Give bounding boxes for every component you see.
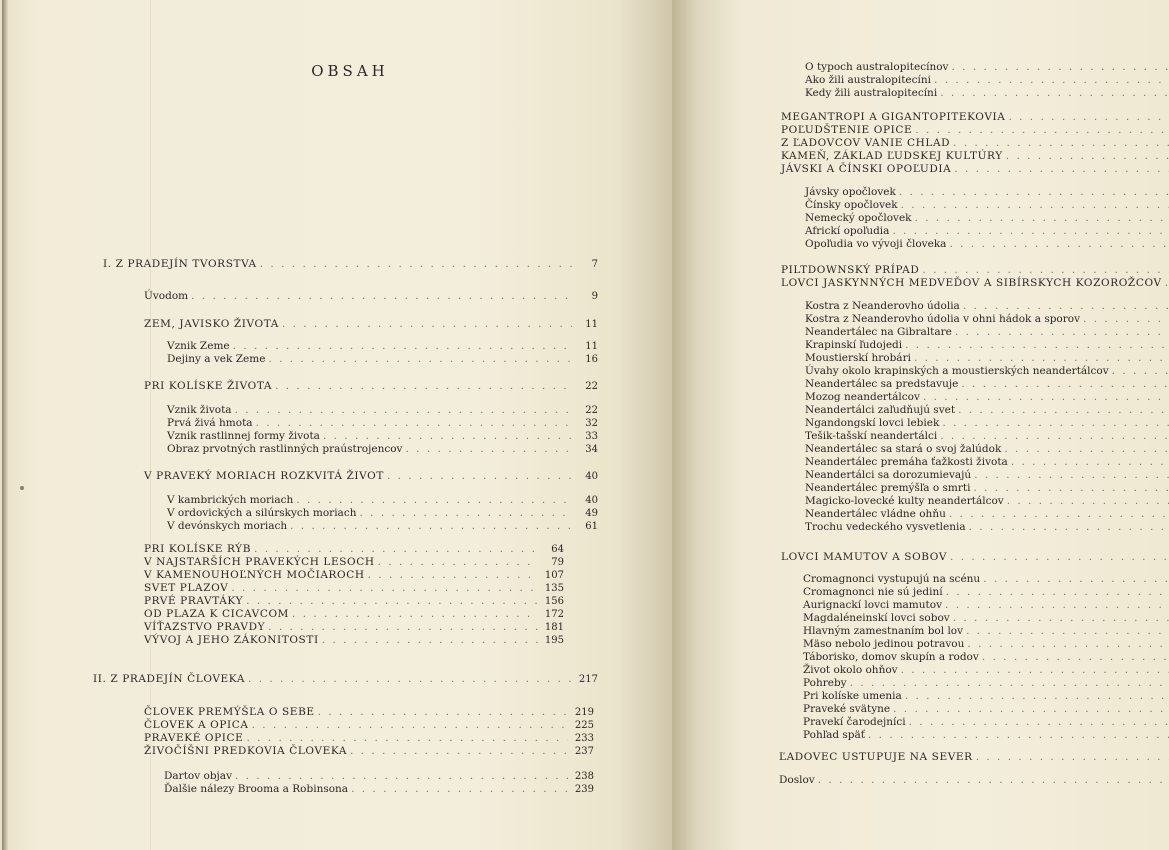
toc-entry [144, 318, 598, 331]
toc-entry-label: Pohreby [803, 677, 847, 689]
toc-leader-dots [940, 87, 1169, 100]
toc-entry-label: Magdaléneinskí lovci sobov [803, 612, 950, 624]
toc-leader-dots [359, 507, 572, 520]
toc-entry-label: LOVCI JASKYNNÝCH MEDVEĎOV A SIBÍRSKYCH KOZOROŽCOV [781, 277, 1162, 289]
toc-entry [93, 673, 598, 686]
toc-entry-page: 181 [544, 622, 564, 633]
toc-entry-label: Neandertálec vládne ohňu [805, 508, 946, 520]
toc-entry-page: 107 [544, 570, 564, 581]
toc-leader-dots [1165, 277, 1169, 290]
toc-entry [167, 494, 598, 507]
right-page [672, 0, 1169, 850]
toc-entry-label: PRAVEKÉ OPICE [144, 732, 244, 744]
toc-entry-page: 11 [585, 319, 598, 330]
toc-leader-dots [231, 582, 538, 595]
toc-entry-label: Obraz prvotných rastlinných praústrojencov [167, 443, 403, 455]
toc-entry [803, 573, 1169, 586]
toc-entry-label: V NAJSTARŠÍCH PRAVEKÝCH LESOCH [144, 556, 375, 568]
toc-entry [167, 417, 598, 430]
toc-leader-dots [958, 404, 1169, 417]
toc-entry-page: 61 [585, 521, 598, 532]
toc-leader-dots [923, 391, 1169, 404]
toc-leader-dots [818, 774, 1169, 787]
toc-entry [805, 313, 1169, 326]
toc-leader-dots [893, 703, 1169, 716]
toc-entry [805, 352, 1169, 365]
toc-entry-label: Čínsky opočlovek [805, 199, 898, 211]
toc-entry-label: Život okolo ohňov [803, 664, 898, 676]
toc-entry [144, 621, 564, 634]
toc-entry-label: Mozog neandertálcov [805, 391, 920, 403]
toc-entry [779, 774, 1169, 787]
toc-entry-label: VÍŤAZSTVO PRAVDY [144, 621, 266, 633]
toc-entry-label: Kostra z Neanderovho údolia v ohni hádok a sporov [805, 313, 1081, 325]
toc-entry-label: Magicko-lovecké kulty neandertálcov [805, 495, 1004, 507]
toc-entry-label: ĽADOVEC USTUPUJE NA SEVER [779, 751, 973, 763]
toc-leader-dots [909, 716, 1169, 729]
toc-leader-dots [296, 494, 572, 507]
toc-entry [805, 326, 1169, 339]
toc-entry-label: V devónskych moriach [167, 520, 288, 532]
toc-entry [167, 404, 598, 417]
toc-entry [167, 430, 598, 443]
toc-entry-page: 16 [585, 354, 598, 365]
toc-entry-label: OD PLAZA K CICAVCOM [144, 608, 290, 620]
toc-entry [144, 732, 594, 745]
toc-entry-page: 40 [585, 495, 598, 506]
toc-entry-page: 135 [544, 583, 564, 594]
toc-entry [144, 608, 564, 621]
toc-entry-label: Kedy žili australopitecíni [805, 87, 938, 99]
toc-entry-label: ČLOVEK A OPICA [144, 719, 249, 731]
toc-entry [144, 706, 594, 719]
toc-leader-dots [954, 163, 1169, 176]
toc-leader-dots [368, 569, 538, 582]
toc-entry [803, 664, 1169, 677]
toc-entry-label: Neandertálec sa stará o svoj žalúdok [805, 443, 1002, 455]
toc-entry-label: V KAMENOUHOĽNÝCH MOČIAROCH [144, 569, 365, 581]
toc-entry [803, 612, 1169, 625]
toc-entry [805, 469, 1169, 482]
toc-entry [803, 599, 1169, 612]
toc-entry [803, 677, 1169, 690]
toc-entry-page: 40 [585, 471, 598, 482]
toc-entry [805, 300, 1169, 313]
toc-entry-label: Vznik Zeme [167, 340, 230, 352]
toc-entry [803, 690, 1169, 703]
toc-entry-page: 156 [544, 596, 564, 607]
toc-leader-dots [254, 543, 538, 556]
toc-entry-page: 238 [574, 771, 594, 782]
toc-leader-dots [942, 417, 1169, 430]
toc-entry-label: Ďalšie nálezy Brooma a Robinsona [164, 783, 349, 795]
toc-entry [144, 470, 598, 483]
toc-entry [781, 264, 1169, 277]
toc-entry-label: Doslov [779, 774, 815, 786]
toc-leader-dots [966, 625, 1169, 638]
toc-leader-dots [905, 339, 1169, 352]
toc-entry-label: Vznik rastlinnej formy života [167, 430, 320, 442]
toc-entry-label: Pohľad späť [803, 729, 865, 741]
toc-leader-dots [1006, 150, 1169, 163]
toc-leader-dots [378, 556, 538, 569]
toc-entry [144, 719, 594, 732]
toc-entry [103, 258, 598, 271]
toc-entry-label: Hlavným zamestnaním bol lov [803, 625, 964, 637]
toc-leader-dots [1007, 495, 1169, 508]
toc-leader-dots [901, 664, 1169, 677]
toc-entry-label: PRVÉ PRAVTÁKY [144, 595, 244, 607]
page-title: OBSAH [311, 62, 389, 80]
toc-leader-dots [982, 651, 1169, 664]
toc-entry [779, 751, 1169, 764]
toc-entry-label: ZEM, JAVISKO ŽIVOTA [144, 318, 279, 330]
toc-leader-dots [322, 634, 538, 647]
toc-entry-label: Trochu vedeckého vysvetlenia [805, 521, 966, 533]
toc-entry-label: Opoľudia vo vývoji človeka [805, 238, 947, 250]
toc-entry-label: Pri kolíske umenia [803, 690, 902, 702]
toc-entry-label: PILTDOWNSKÝ PRÍPAD [781, 264, 920, 276]
toc-leader-dots [949, 508, 1169, 521]
toc-leader-dots [983, 573, 1169, 586]
toc-entry-label: V kambrických moriach [167, 494, 294, 506]
toc-entry [803, 638, 1169, 651]
toc-entry-label: Pravekí čarodejníci [803, 716, 906, 728]
toc-entry-label: Moustierskí hrobári [805, 352, 911, 364]
toc-leader-dots [945, 599, 1169, 612]
toc-leader-dots [268, 621, 538, 634]
toc-entry-page: 239 [574, 784, 594, 795]
toc-entry [805, 225, 1169, 238]
toc-entry [805, 521, 1169, 534]
margin-mark [20, 486, 24, 490]
toc-leader-dots [946, 586, 1169, 599]
toc-leader-dots [963, 300, 1169, 313]
toc-leader-dots [252, 719, 568, 732]
toc-entry-label: Nemecký opočlovek [805, 212, 912, 224]
toc-leader-dots [233, 340, 572, 353]
toc-entry-label: Praveké svätyne [803, 703, 891, 715]
toc-entry [144, 556, 564, 569]
toc-entry-label: Ako žili australopitecíni [805, 74, 932, 86]
toc-leader-dots [899, 186, 1169, 199]
toc-entry-page: 219 [574, 707, 594, 718]
toc-entry-page: 237 [574, 746, 594, 757]
toc-entry-label: O typoch australopitecínov [805, 61, 949, 73]
toc-leader-dots [235, 770, 568, 783]
toc-entry-label: Tešik-tašskí neandertálci [805, 430, 938, 442]
toc-entry [803, 703, 1169, 716]
toc-entry-page: 233 [574, 733, 594, 744]
toc-leader-dots [892, 225, 1169, 238]
toc-entry-page: 9 [591, 291, 598, 302]
toc-leader-dots [1083, 313, 1169, 326]
toc-leader-dots [974, 469, 1169, 482]
toc-entry [144, 380, 598, 393]
toc-entry-page: 217 [578, 674, 598, 685]
toc-leader-dots [282, 318, 572, 331]
toc-leader-dots [949, 238, 1169, 251]
toc-leader-dots [350, 745, 568, 758]
toc-entry [781, 150, 1169, 163]
toc-entry [805, 74, 1169, 87]
toc-entry-page: 64 [551, 544, 564, 555]
toc-leader-dots [246, 732, 568, 745]
toc-entry [781, 163, 1169, 176]
toc-leader-dots [922, 264, 1169, 277]
toc-entry-label: VÝVOJ A JEHO ZÁKONITOSTI [144, 634, 319, 646]
toc-entry-page: 49 [585, 508, 598, 519]
toc-entry [781, 551, 1169, 564]
toc-entry [805, 212, 1169, 225]
toc-leader-dots [955, 326, 1169, 339]
toc-entry-label: Úvahy okolo krapinských a moustierských neandertálcov [805, 365, 1109, 377]
toc-leader-dots [406, 443, 573, 456]
toc-leader-dots [351, 783, 568, 796]
toc-leader-dots [976, 751, 1169, 764]
toc-entry [805, 508, 1169, 521]
toc-leader-dots [940, 430, 1169, 443]
toc-entry [144, 634, 564, 647]
toc-entry [805, 199, 1169, 212]
toc-entry-label: POĽUDŠTENIE OPICE [781, 124, 913, 136]
toc-leader-dots [292, 608, 538, 621]
toc-leader-dots [953, 612, 1169, 625]
toc-entry-label: Neandertálec premýšľa o smrti [805, 482, 971, 494]
toc-entry-label: Neandertálci zaľudňujú svet [805, 404, 956, 416]
toc-entry [805, 495, 1169, 508]
toc-entry-label: JÁVSKI A ČÍNSKI OPOĽUDIA [781, 163, 952, 175]
toc-entry [781, 137, 1169, 150]
toc-entry-page: 225 [574, 720, 594, 731]
toc-leader-dots [323, 430, 572, 443]
toc-leader-dots [914, 352, 1169, 365]
toc-leader-dots [901, 199, 1169, 212]
toc-entry-label: ŽIVOČÍŠNI PREDKOVIA ČLOVEKA [144, 745, 348, 757]
toc-entry [144, 543, 564, 556]
toc-entry-label: Prvá živá hmota [167, 417, 253, 429]
toc-leader-dots [275, 380, 572, 393]
toc-entry [805, 87, 1169, 100]
toc-entry [167, 353, 598, 366]
toc-entry [781, 124, 1169, 137]
toc-entry-label: V ordovických a silúrskych moriach [167, 507, 357, 519]
toc-entry [805, 238, 1169, 251]
toc-entry-label: Neandertálci sa dorozumievajú [805, 469, 972, 481]
toc-leader-dots [915, 212, 1169, 225]
toc-entry [805, 378, 1169, 391]
toc-leader-dots [868, 729, 1169, 742]
toc-entry-page: 195 [544, 635, 564, 646]
toc-leader-dots [268, 353, 572, 366]
toc-entry [805, 430, 1169, 443]
toc-entry [803, 651, 1169, 664]
toc-entry [805, 339, 1169, 352]
toc-leader-dots [246, 595, 538, 608]
toc-entry [803, 586, 1169, 599]
toc-entry [805, 61, 1169, 74]
toc-entry [167, 520, 598, 533]
toc-entry-label: Ngandongskí lovci lebiek [805, 417, 940, 429]
toc-leader-dots [248, 673, 572, 686]
toc-entry [805, 482, 1169, 495]
toc-entry [805, 391, 1169, 404]
toc-entry [803, 729, 1169, 742]
toc-entry [805, 365, 1169, 378]
toc-leader-dots [318, 706, 568, 719]
toc-entry-label: Aurignackí lovci mamutov [803, 599, 943, 611]
toc-leader-dots [969, 521, 1169, 534]
toc-leader-dots [953, 137, 1169, 150]
toc-entry-label: Neandertálec premáha ťažkosti života [805, 456, 1008, 468]
toc-leader-dots [934, 74, 1169, 87]
toc-leader-dots [1112, 365, 1169, 378]
toc-entry [805, 456, 1169, 469]
toc-entry [167, 443, 598, 456]
toc-entry-label: MEGANTROPI A GIGANTOPITEKOVIA [781, 111, 1006, 123]
toc-leader-dots [961, 378, 1169, 391]
toc-leader-dots [915, 124, 1169, 137]
toc-entry [781, 277, 1169, 290]
toc-leader-dots [1008, 111, 1169, 124]
toc-entry-page: 11 [585, 341, 598, 352]
toc-entry-label: Neandertálec na Gibraltare [805, 326, 952, 338]
toc-leader-dots [260, 258, 572, 271]
toc-leader-dots [256, 417, 572, 430]
toc-entry-label: Táborisko, domov skupín a rodov [803, 651, 979, 663]
toc-leader-dots [951, 61, 1169, 74]
toc-entry [167, 507, 598, 520]
toc-entry-page: 22 [585, 381, 598, 392]
toc-entry-label: LOVCI MAMUTOV A SOBOV [781, 551, 948, 563]
toc-entry-page: 33 [585, 431, 598, 442]
toc-entry [805, 417, 1169, 430]
toc-leader-dots [967, 638, 1169, 651]
toc-leader-dots [950, 551, 1169, 564]
toc-leader-dots [235, 404, 572, 417]
toc-leader-dots [1011, 456, 1169, 469]
toc-entry-label: SVET PLAZOV [144, 582, 229, 594]
toc-leader-dots [850, 677, 1169, 690]
toc-entry-label: Cromagnonci nie sú jediní [803, 586, 943, 598]
toc-entry-page: 7 [591, 259, 598, 270]
toc-entry [803, 625, 1169, 638]
toc-leader-dots [191, 290, 572, 303]
toc-leader-dots [387, 470, 572, 483]
toc-leader-dots [905, 690, 1169, 703]
toc-entry-label: I. Z PRADEJÍN TVORSTVA [103, 258, 257, 270]
toc-entry [164, 783, 594, 796]
toc-entry-label: Z ĽADOVCOV VANIE CHLAD [781, 137, 951, 149]
toc-entry [805, 443, 1169, 456]
toc-entry-label: Úvodom [144, 290, 189, 302]
toc-entry-label: Kostra z Neanderovho údolia [805, 300, 960, 312]
toc-entry-label: Mäso nebolo jedinou potravou [803, 638, 965, 650]
toc-entry-page: 22 [585, 405, 598, 416]
toc-leader-dots [1004, 443, 1169, 456]
toc-entry-label: Cromagnonci vystupujú na scénu [803, 573, 981, 585]
toc-entry-page: 172 [544, 609, 564, 620]
toc-entry-label: ČLOVEK PREMÝŠĽA O SEBE [144, 706, 315, 718]
toc-entry-label: Neandertálec sa predstavuje [805, 378, 959, 390]
toc-entry [144, 569, 564, 582]
toc-entry [144, 745, 594, 758]
toc-entry-label: V PRAVEKÝ MORIACH ROZKVITÁ ŽIVOT [144, 470, 384, 482]
toc-entry-label: Krapinskí ľudojedi [805, 339, 903, 351]
toc-entry-page: 79 [551, 557, 564, 568]
toc-entry-label: II. Z PRADEJÍN ČLOVEKA [93, 673, 246, 685]
toc-entry [144, 595, 564, 608]
toc-entry-label: PRI KOLÍSKE RÝB [144, 543, 252, 555]
toc-entry-label: Vznik života [167, 404, 232, 416]
toc-entry-label: KAMEŇ, ZÁKLAD ĽUDSKEJ KULTÚRY [781, 150, 1003, 162]
toc-entry [805, 404, 1169, 417]
toc-entry-label: PRI KOLÍSKE ŽIVOTA [144, 380, 273, 392]
toc-entry [164, 770, 594, 783]
toc-entry-page: 32 [585, 418, 598, 429]
toc-entry [803, 716, 1169, 729]
toc-entry [167, 340, 598, 353]
toc-entry-label: Dartov objav [164, 770, 232, 782]
toc-entry [144, 582, 564, 595]
toc-entry-page: 34 [585, 444, 598, 455]
toc-entry-label: Dejiny a vek Zeme [167, 353, 266, 365]
toc-leader-dots [973, 482, 1169, 495]
toc-leader-dots [290, 520, 572, 533]
toc-entry [781, 111, 1169, 124]
toc-entry [144, 290, 598, 303]
toc-entry-label: Africkí opoľudia [805, 225, 890, 237]
toc-entry [805, 186, 1169, 199]
toc-entry-label: Jávsky opočlovek [805, 186, 896, 198]
